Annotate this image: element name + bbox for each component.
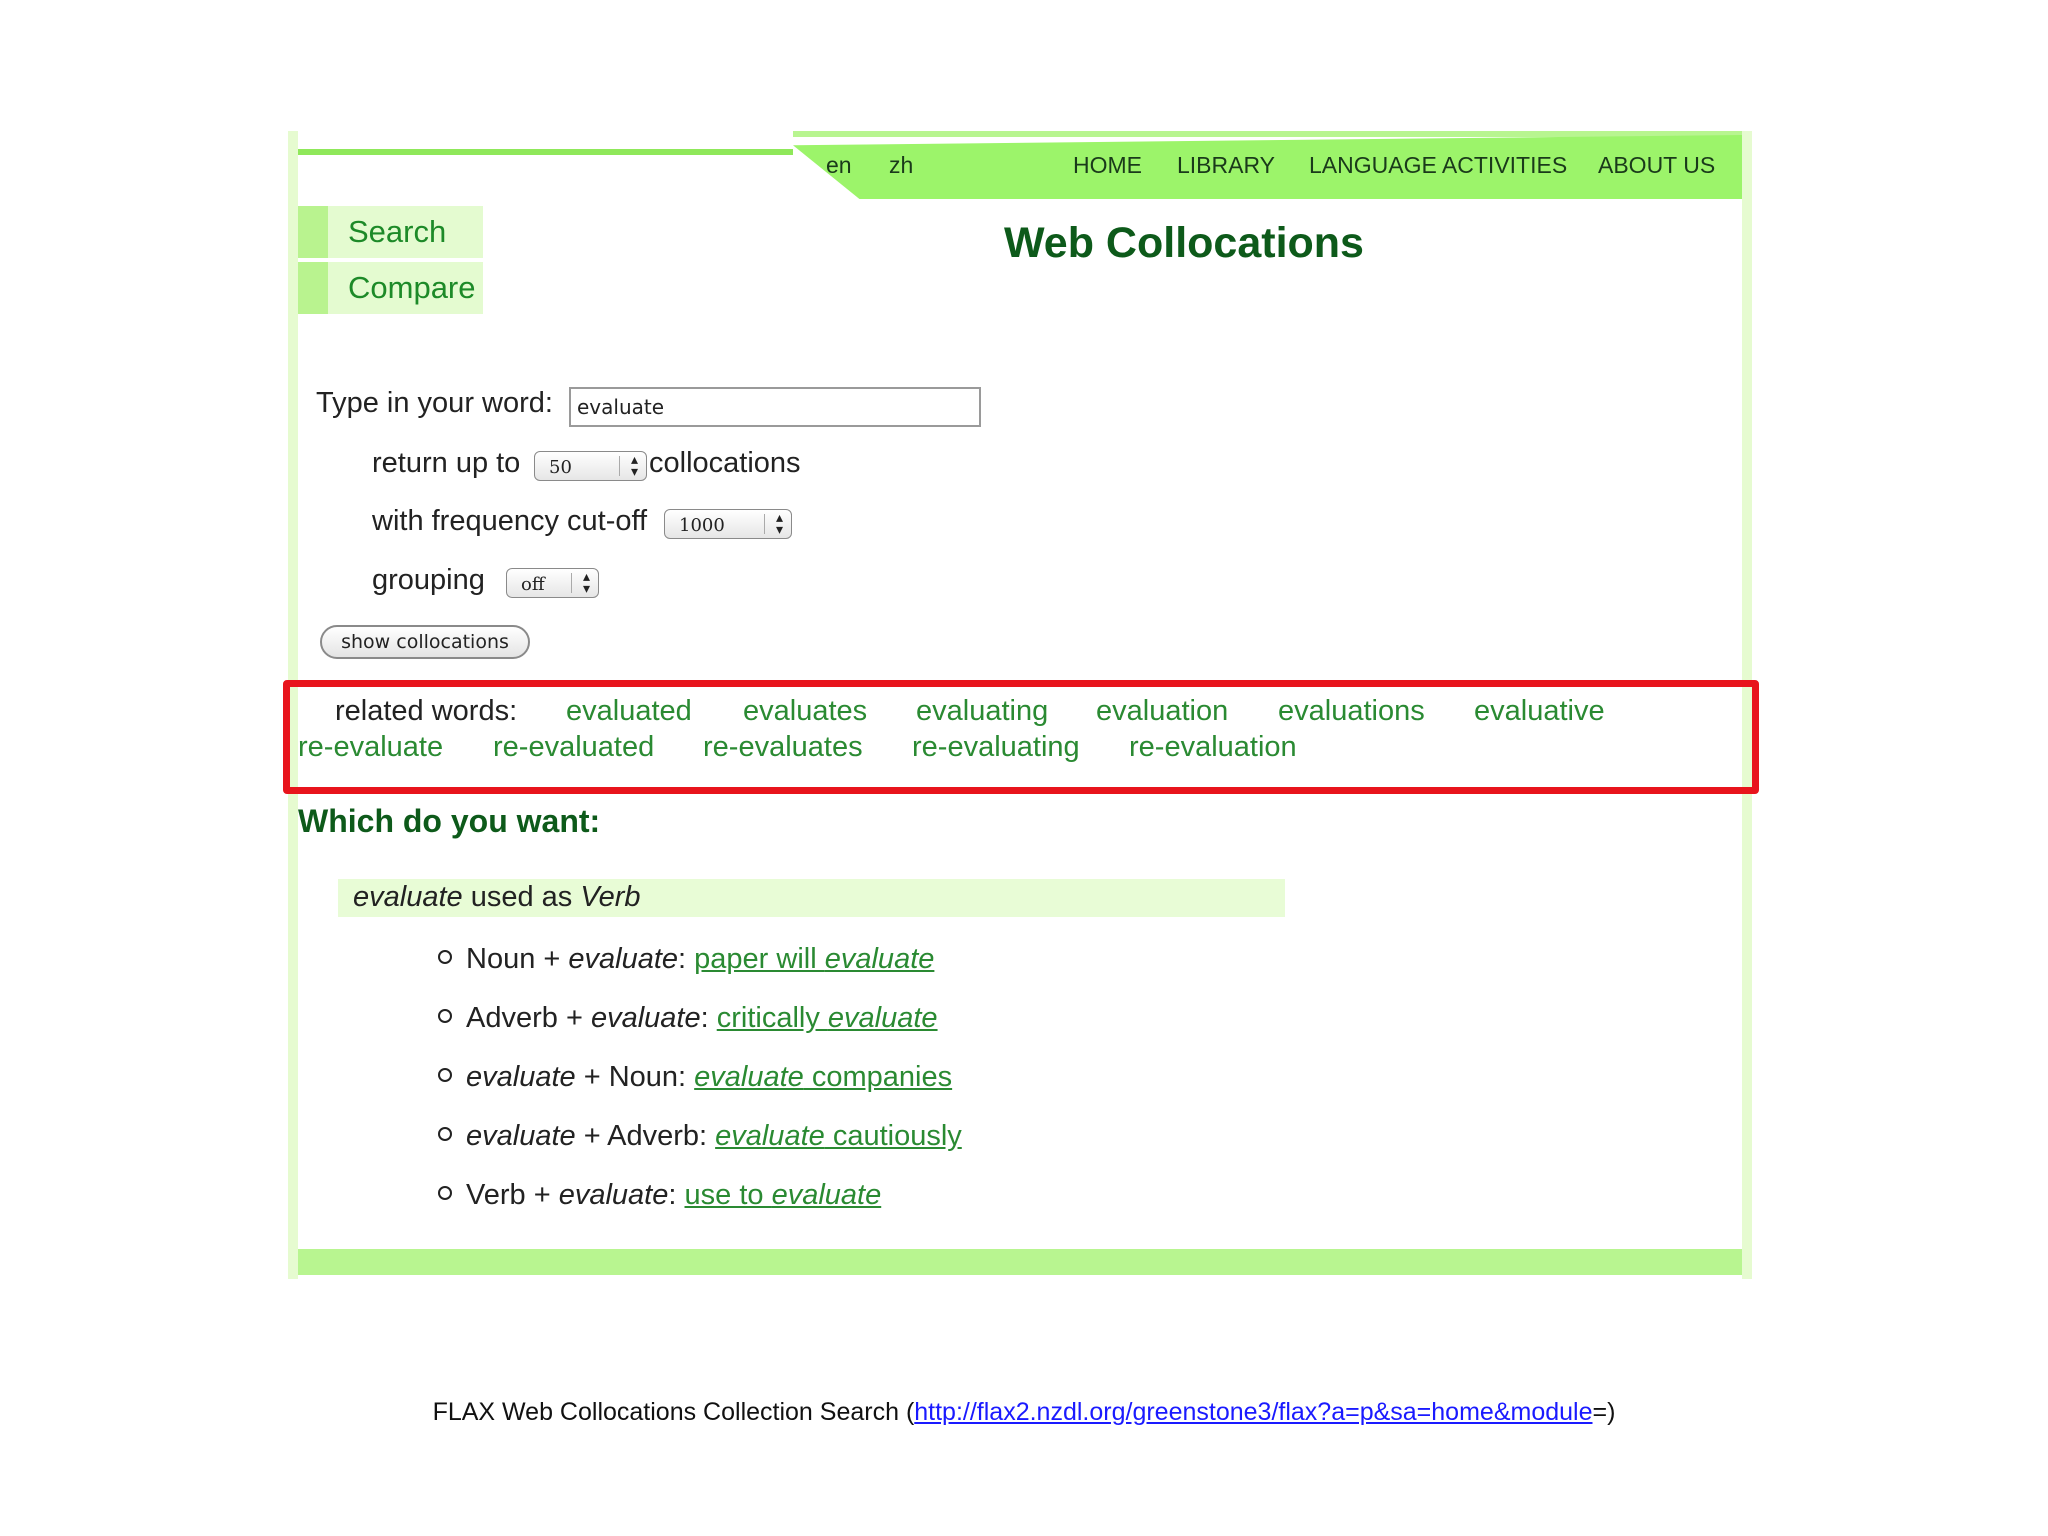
usage-header <box>338 879 1285 917</box>
grouping-label: grouping <box>372 564 485 596</box>
usage-used-as: used as <box>462 881 581 913</box>
word-input[interactable] <box>569 387 981 427</box>
stepper-arrows-icon: ▴ ▾ <box>630 452 638 480</box>
frequency-cutoff-label: with frequency cut-off <box>372 505 648 537</box>
bullet-icon <box>438 1186 452 1200</box>
nav-home-link[interactable]: HOME <box>1073 152 1142 178</box>
collocation-pattern-item: Verb + evaluate: use to evaluate <box>438 1179 881 1212</box>
return-up-to-label: return up to <box>372 447 521 479</box>
lang-en-link[interactable]: en <box>826 152 852 178</box>
related-word-link[interactable]: re-evaluation <box>1129 731 1297 763</box>
collocation-example-link[interactable]: use to evaluate <box>684 1179 882 1211</box>
collocation-pattern-item: evaluate + Noun: evaluate companies <box>438 1061 952 1094</box>
grouping-value: off <box>521 574 545 595</box>
related-word-link[interactable]: evaluative <box>1474 695 1605 727</box>
related-word-link[interactable]: re-evaluate <box>298 731 444 763</box>
related-word-link[interactable]: evaluated <box>566 695 692 727</box>
collocation-pattern-item: evaluate + Adverb: evaluate cautiously <box>438 1120 962 1153</box>
related-word-link[interactable]: evaluations <box>1278 695 1425 727</box>
collocations-label: collocations <box>649 447 801 479</box>
which-do-you-want-heading: Which do you want: <box>298 803 601 839</box>
collocation-pattern-item: Noun + evaluate: paper will evaluate <box>438 943 934 976</box>
collocation-pattern-item: Adverb + evaluate: critically evaluate <box>438 1002 938 1035</box>
nav-top-strip <box>793 131 1742 137</box>
word-label: Type in your word: <box>316 387 553 419</box>
sidebar-item-search[interactable] <box>298 206 483 258</box>
related-word-link[interactable]: evaluating <box>916 695 1049 727</box>
caption-url-link[interactable]: http://flax2.nzdl.org/greenstone3/flax?a=p&sa=home&module <box>914 1398 1593 1426</box>
footer-bar <box>298 1249 1742 1275</box>
collocation-example-link[interactable]: evaluate cautiously <box>715 1120 962 1152</box>
stepper-arrows-icon: ▴ ▾ <box>775 510 783 538</box>
collocation-example-link[interactable]: paper will evaluate <box>694 943 935 975</box>
show-collocations-button[interactable]: show collocations <box>320 625 530 659</box>
return-count-value: 50 <box>549 457 572 478</box>
lang-zh-link[interactable]: zh <box>889 152 914 178</box>
stepper-arrows-icon: ▴ ▾ <box>582 569 590 597</box>
sidebar-item-label: Compare <box>348 270 476 305</box>
top-navigation <box>298 131 1742 201</box>
bullet-icon <box>438 1127 452 1141</box>
related-words-label: related words: <box>335 695 518 727</box>
collocation-example-link[interactable]: critically evaluate <box>716 1002 938 1034</box>
page-title: Web Collocations <box>1004 219 1364 267</box>
nav-library-link[interactable]: LIBRARY <box>1177 152 1276 178</box>
frequency-cutoff-select[interactable] <box>664 509 792 539</box>
return-count-select[interactable] <box>534 451 647 481</box>
nav-divider-line <box>298 149 793 155</box>
grouping-select[interactable] <box>506 568 599 598</box>
usage-word: evaluate <box>353 881 463 913</box>
bullet-icon <box>438 1068 452 1082</box>
frequency-cutoff-value: 1000 <box>679 515 725 536</box>
bullet-icon <box>438 1009 452 1023</box>
figure-caption: FLAX Web Collocations Collection Search (http://flax2.nzdl.org/greenstone3/flax?a=p&sa=home&module=) <box>432 1398 1616 1426</box>
collocation-example-link[interactable]: evaluate companies <box>694 1061 953 1093</box>
related-word-link[interactable]: re-evaluating <box>912 731 1080 763</box>
usage-pos: Verb <box>580 881 641 913</box>
sidebar-item-compare[interactable] <box>298 262 483 314</box>
nav-language-activities-link[interactable]: LANGUAGE ACTIVITIES <box>1309 152 1568 178</box>
related-word-link[interactable]: re-evaluated <box>493 731 655 763</box>
related-words-highlight-box <box>283 680 1759 794</box>
related-word-link[interactable]: evaluation <box>1096 695 1229 727</box>
sidebar-item-label: Search <box>348 214 447 249</box>
bullet-icon <box>438 950 452 964</box>
related-word-link[interactable]: evaluates <box>743 695 868 727</box>
related-word-link[interactable]: re-evaluates <box>703 731 863 763</box>
nav-about-us-link[interactable]: ABOUT US <box>1598 152 1716 178</box>
